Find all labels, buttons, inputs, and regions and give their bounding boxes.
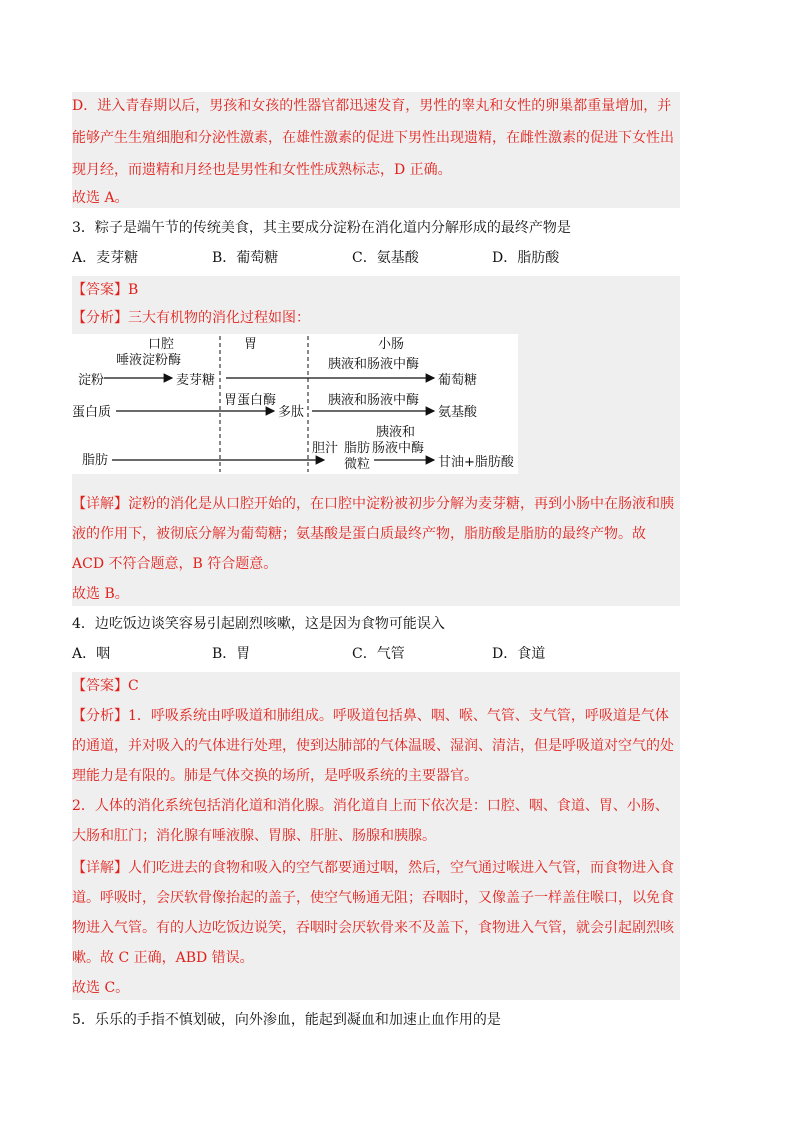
label-salivary-amylase: 唾液淀粉酶 xyxy=(116,353,182,368)
digestion-process-diagram xyxy=(72,334,518,474)
label-pepsin: 胃蛋白酶 xyxy=(224,393,277,408)
question-3-text: 3．粽子是端午节的传统美食，其主要成分淀粉在消化道内分解形成的最终产物是 xyxy=(72,220,571,236)
q4-option-c: C．气管 xyxy=(352,646,405,662)
question-5-text: 5．乐乐的手指不慎划破，向外渗血，能起到凝血和加速止血作用的是 xyxy=(72,1012,501,1028)
q4-detail-line-2: 道。呼吸时，会厌软骨像抬起的盖子，使空气畅通无阻；吞咽时，又像盖子一样盖住喉口，以免食 xyxy=(72,890,674,906)
q4-detail-line-1: 【详解】人们吃进去的食物和吸入的空气都要通过咽，然后，空气通过喉进入气管，而食物进入食 xyxy=(72,860,674,876)
question-4-text: 4．边吃饭边谈笑容易引起剧烈咳嗽，这是因为食物可能误入 xyxy=(72,616,445,632)
q4-analysis-line-5: 大肠和肛门；消化腺有唾液腺、胃腺、肝脏、肠腺和胰腺。 xyxy=(72,828,436,844)
q3-conclusion: 故选 B。 xyxy=(72,586,129,602)
q4-detail-line-4: 嗽。故 C 正确，ABD 错误。 xyxy=(72,950,254,966)
zone-label-intestine: 小肠 xyxy=(378,337,405,352)
label-pancreatic-3a: 胰液和 xyxy=(376,425,416,440)
q4-answer: 【答案】C xyxy=(72,678,139,694)
q4-option-b: B．胃 xyxy=(212,646,251,662)
label-glycerol-fatty-acid: 甘油+脂肪酸 xyxy=(438,455,514,470)
label-peptide: 多肽 xyxy=(278,405,305,420)
label-glucose: 葡萄糖 xyxy=(438,373,478,388)
label-fat-droplet-1: 脂肪 xyxy=(344,441,371,456)
option-d-explanation-line-1: D．进入青春期以后，男孩和女孩的性器官都迅速发育，男性的睾丸和女性的卵巢都重量增加，并 xyxy=(72,98,672,114)
label-fat: 脂肪 xyxy=(82,453,109,468)
q3-option-d: D．脂肪酸 xyxy=(492,250,560,266)
q4-detail-line-3: 物进入气管。有的人边吃饭边说笑，吞咽时会厌软骨来不及盖下，食物进入气管，就会引起剧烈咳 xyxy=(72,920,674,936)
zone-label-mouth: 口腔 xyxy=(148,337,175,352)
q3-analysis: 【分析】三大有机物的消化过程如图： xyxy=(72,310,310,326)
label-protein: 蛋白质 xyxy=(72,405,112,420)
label-bile: 胆汁 xyxy=(312,441,339,456)
q3-answer: 【答案】B xyxy=(72,282,139,298)
digestion-svg xyxy=(72,334,518,474)
label-pancreatic-3b: 肠液中酶 xyxy=(372,441,425,456)
q4-analysis-line-4: 2．人体的消化系统包括消化道和消化腺。消化道自上而下依次是：口腔、咽、食道、胃、小肠、 xyxy=(72,798,669,814)
option-d-explanation-line-3: 现月经，而遗精和月经也是男性和女性性成熟标志，D 正确。 xyxy=(72,162,452,178)
q3-detail-line-1: 【详解】淀粉的消化是从口腔开始的，在口腔中淀粉被初步分解为麦芽糖，再到小肠中在肠液和胰 xyxy=(72,496,674,512)
zone-label-stomach: 胃 xyxy=(244,337,258,352)
q3-detail-line-3: ACD 不符合题意，B 符合题意。 xyxy=(72,556,278,572)
option-d-explanation-line-2: 能够产生生殖细胞和分泌性激素，在雄性激素的促进下男性出现遗精，在雌性激素的促进下女性出 xyxy=(72,130,674,146)
label-maltose: 麦芽糖 xyxy=(176,373,216,388)
q4-conclusion: 故选 C。 xyxy=(72,980,130,996)
label-pancreatic-1: 胰液和肠液中酶 xyxy=(328,357,420,372)
conclusion-previous: 故选 A。 xyxy=(72,190,129,206)
q4-option-d: D．食道 xyxy=(492,646,546,662)
q4-analysis-line-2: 的通道，并对吸入的气体进行处理，使到达肺部的气体温暖、湿润、清洁，但是呼吸道对空气的处 xyxy=(72,738,674,754)
q4-option-a: A．咽 xyxy=(72,646,111,662)
q3-option-a: A．麦芽糖 xyxy=(72,250,139,266)
label-fat-droplet-2: 微粒 xyxy=(344,457,371,472)
q3-option-c: C．氨基酸 xyxy=(352,250,419,266)
label-pancreatic-2: 胰液和肠液中酶 xyxy=(328,393,420,408)
q3-detail-line-2: 液的作用下，被彻底分解为葡萄糖；氨基酸是蛋白质最终产物，脂肪酸是脂肪的最终产物。故 xyxy=(72,526,646,542)
label-starch: 淀粉 xyxy=(78,373,105,388)
q4-analysis-line-1: 【分析】1．呼吸系统由呼吸道和肺组成。呼吸道包括鼻、咽、喉、气管、支气管，呼吸道是气体 xyxy=(72,708,669,724)
label-amino-acid: 氨基酸 xyxy=(438,405,478,420)
q3-option-b: B．葡萄糖 xyxy=(212,250,279,266)
q4-analysis-line-3: 理能力是有限的。肺是气体交换的场所，是呼吸系统的主要器官。 xyxy=(72,768,478,784)
